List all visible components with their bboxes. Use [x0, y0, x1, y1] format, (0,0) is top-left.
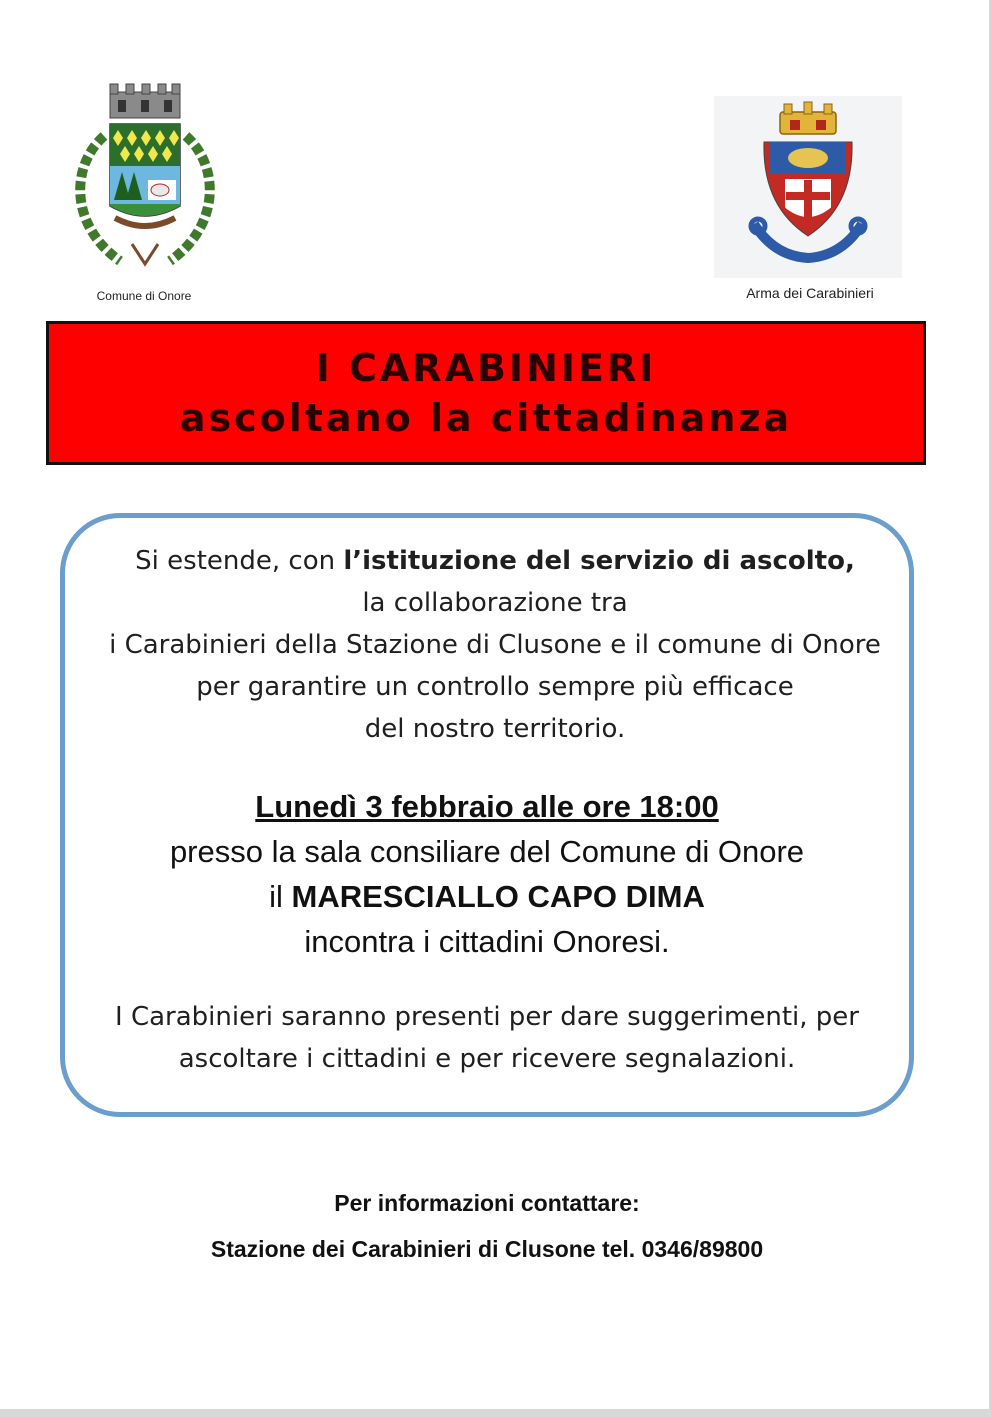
banner-title: I CARABINIERI — [315, 346, 657, 390]
event-place: presso la sala consiliare del Comune di Onore — [169, 834, 805, 869]
title-banner — [46, 321, 926, 465]
event-action: incontra i cittadini Onoresi. — [304, 924, 670, 959]
event-date: Lunedì 3 febbraio alle ore 18:00 — [255, 789, 719, 824]
intro-line-3: i Carabinieri della Stazione di Clusone e il comune di Onore — [109, 630, 881, 660]
presence-text — [40, 996, 934, 1080]
intro-line-2: la collaborazione tra — [362, 588, 628, 618]
comune-di-onore-coat-of-arms — [60, 76, 230, 276]
contact-heading: Per informazioni contattare: — [334, 1190, 640, 1216]
carabinieri-caption: Arma dei Carabinieri — [746, 285, 874, 301]
intro-line-4: per garantire un controllo sempre più efficace — [196, 672, 794, 702]
event-person: MARESCIALLO CAPO DIMA — [291, 879, 705, 914]
intro-line-1 — [20, 540, 970, 582]
intro-line-1-regular: Si estende, con — [135, 546, 344, 576]
contact-info — [40, 1184, 934, 1268]
event-person-line — [40, 874, 934, 919]
contact-details: Stazione dei Carabinieri di Clusone tel. 0346/89800 — [210, 1236, 764, 1262]
carabinieri-emblem — [714, 96, 902, 278]
intro-line-1-bold: l’istituzione del servizio di ascolto, — [343, 546, 855, 576]
presence-line-1: I Carabinieri saranno presenti per dare suggerimenti, per — [115, 1002, 859, 1032]
intro-line-5: del nostro territorio. — [364, 714, 626, 744]
banner-subtitle: ascoltano la cittadinanza — [179, 396, 793, 440]
comune-caption: Comune di Onore — [96, 289, 192, 303]
intro-text — [20, 540, 970, 750]
event-details — [40, 784, 934, 964]
presence-line-2: ascoltare i cittadini e per ricevere segnalazioni. — [178, 1044, 796, 1074]
event-person-prefix: il — [269, 879, 292, 914]
